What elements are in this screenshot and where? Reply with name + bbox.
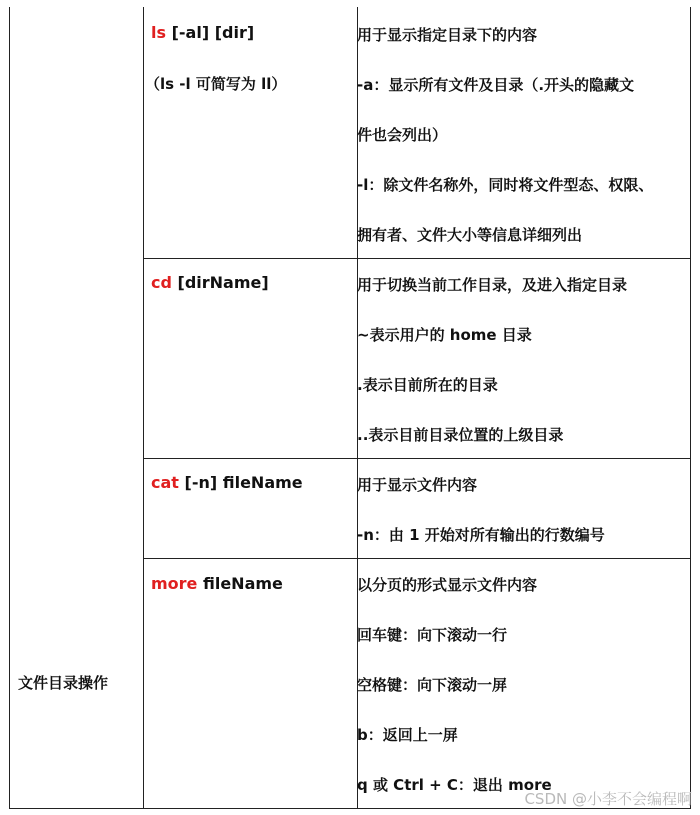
description-line: .表示目前所在的目录 [357, 376, 498, 394]
watermark: CSDN @小李不会编程啊 [524, 790, 692, 808]
description-line: 用于切换当前工作目录，及进入指定目录 [357, 276, 628, 294]
command-args: fileName [197, 574, 283, 593]
description-line: -n：由 1 开始对所有输出的行数编号 [357, 526, 605, 544]
description-line: -l：除文件名称外，同时将文件型态、权限、 [357, 176, 654, 194]
description-line: q 或 Ctrl + C：退出 more [357, 776, 552, 794]
command-args: [-al] [dir] [166, 23, 255, 42]
description-line: -a：显示所有文件及目录（.开头的隐藏文 [357, 76, 635, 94]
row-separator-3 [143, 558, 691, 559]
description-line: ~表示用户的 home 目录 [357, 326, 532, 344]
command-note: （ls -l 可简写为 ll） [145, 75, 287, 93]
table-border-left [9, 7, 10, 809]
command-keyword: more [151, 574, 198, 593]
description-line: 以分页的形式显示文件内容 [357, 576, 538, 594]
description-line: 用于显示文件内容 [357, 476, 478, 494]
row-separator-2 [143, 458, 691, 459]
command-args: [-n] fileName [178, 473, 303, 492]
description-line: 拥有者、文件大小等信息详细列出 [357, 226, 583, 244]
command-table [9, 7, 691, 809]
description-line: 件也会列出） [357, 126, 448, 144]
description-line: 空格键：向下滚动一屏 [357, 676, 508, 694]
description-line: 回车键：向下滚动一行 [357, 626, 508, 644]
table-border-right [690, 7, 691, 809]
category-label: 文件目录操作 [18, 674, 109, 692]
description-line: b：返回上一屏 [357, 726, 458, 744]
description-line: ..表示目前目录位置的上级目录 [357, 426, 564, 444]
command-keyword: cat [151, 473, 179, 492]
command-keyword: ls [151, 23, 167, 42]
row-separator-1 [143, 258, 691, 259]
description-line: 用于显示指定目录下的内容 [357, 26, 538, 44]
command-args: [dirName] [171, 273, 269, 292]
command-keyword: cd [151, 273, 172, 292]
table-divider-1 [143, 7, 144, 809]
